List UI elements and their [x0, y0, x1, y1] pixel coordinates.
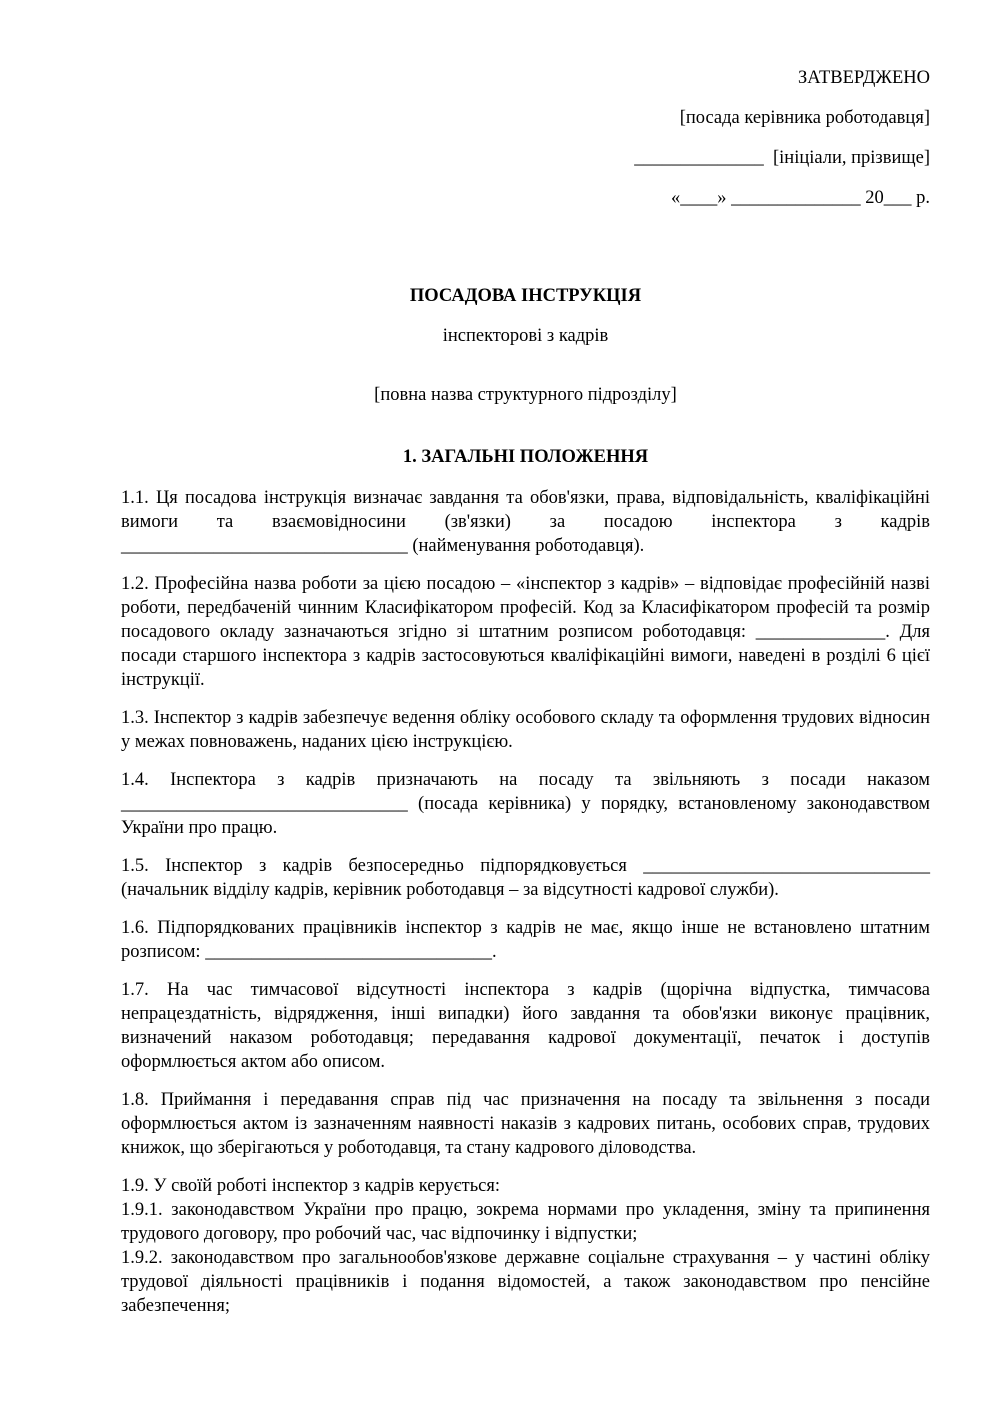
approver-signature: ______________ [ініціали, прізвище] [634, 148, 930, 168]
paragraph-1-4: 1.4. Інспектора з кадрів призначають на посаду та звільняють з посади наказом _______________________________ (посада керівника) у порядку, встановленому законодавством України про працю. [121, 770, 930, 838]
paragraph-1-9: 1.9. У своїй роботі інспектор з кадрів керується: [121, 1176, 501, 1196]
approver-position: [посада керівника роботодавця] [679, 108, 930, 128]
paragraph-1-9-1: 1.9.1. законодавством України про працю, зокрема нормами про укладення, зміну та припинення трудового договору, про робочий час, час відпочинку і відпустки; [121, 1200, 930, 1244]
section-title: 1. ЗАГАЛЬНІ ПОЛОЖЕННЯ [402, 447, 649, 467]
paragraph-1-5: 1.5. Інспектор з кадрів безпосередньо підпорядковується _______________________________ (начальник відділу кадрів, керівник роботодавця – за відсутності кадрової служби). [121, 856, 930, 900]
paragraph-1-6: 1.6. Підпорядкованих працівників інспектор з кадрів не має, якщо інше не встановлено штатним розписом: _______________________________. [121, 918, 930, 962]
paragraph-1-2: 1.2. Професійна назва роботи за цією посадою – «інспектор з кадрів» – відповідає професійній назві роботи, передбаченій чинним Класифікатором професій. Код за Класифікатором професій та розмір посадового окладу зазначаються згідно зі штатним розписом роботодавця: ______________. Для посади старшого інспектора з кадрів застосовуються кваліфікаційні вимоги, наведені в розділі 6 цієї інструкції. [121, 574, 930, 690]
approval-block [121, 66, 930, 210]
paragraph-1-8: 1.8. Приймання і передавання справ під час призначення на посаду та звільнення з посади оформлюється актом із зазначенням наявності наказів з кадрових питань, особових справ, трудових книжок, що зберігаються у роботодавця, та стану кадрового діловодства. [121, 1090, 930, 1158]
approval-stamp: ЗАТВЕРДЖЕНО [797, 68, 930, 88]
approval-date: «____» ______________ 20___ р. [671, 188, 930, 208]
paragraph-1-1: 1.1. Ця посадова інструкція визначає завдання та обов'язки, права, відповідальність, кваліфікаційні вимоги та взаємовідносини (зв'язки) за посадою інспектора з кадрів _______________________________ (найменування роботодавця). [121, 488, 930, 556]
structural-unit: [повна назва структурного підрозділу] [374, 385, 677, 405]
paragraph-1-7: 1.7. На час тимчасової відсутності інспектора з кадрів (щорічна відпустка, тимчасова непрацездатність, відрядження, інші випадки) його завдання та обов'язки виконує працівник, визначений наказом роботодавця; передавання кадрової документації, печаток і доступів оформлюється актом або описом. [121, 980, 930, 1072]
paragraph-1-9-2: 1.9.2. законодавством про загальнообов'язкове державне соціальне страхування – у частині обліку трудової діяльності працівників і подання відомостей, а також законодавством про пенсійне забезпечення; [121, 1248, 930, 1316]
paragraph-1-3: 1.3. Інспектор з кадрів забезпечує ведення обліку особового складу та оформлення трудових відносин у межах повноважень, наданих цією інструкцією. [121, 708, 930, 752]
document-title: ПОСАДОВА ІНСТРУКЦІЯ [409, 286, 642, 306]
document-subtitle: інспекторові з кадрів [442, 326, 609, 346]
